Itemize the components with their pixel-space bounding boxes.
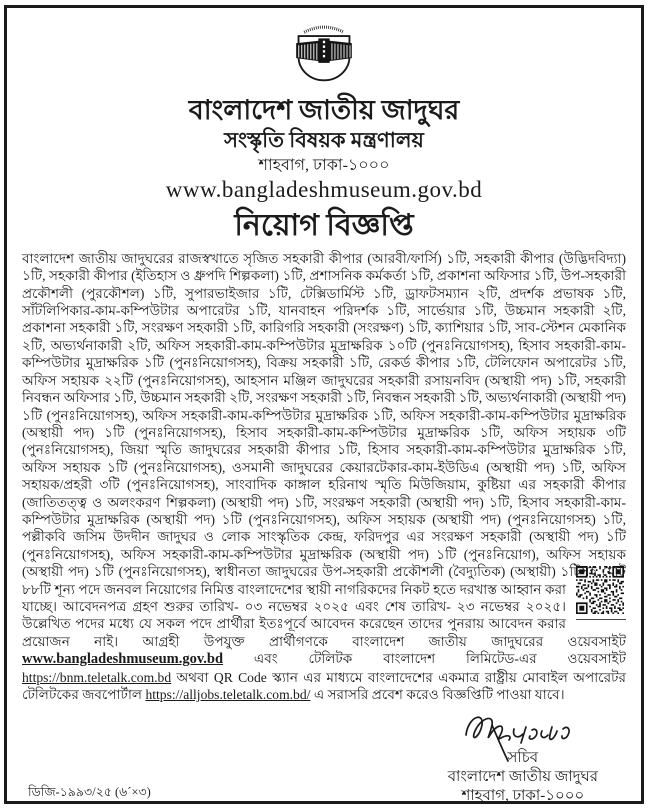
notice-title: নিয়োগ বিজ্ঞপ্তি (234, 208, 414, 242)
body-text-segment: বাংলাদেশ জাতীয় জাদুঘরের রাজস্বখাতে সৃজিত সহকারী কীপার (আরবী/ফার্সি) ১টি, সহকারী কীপার (উদ্ভিদবিদ্যা) ১টি, সহকারী কীপার (ইতিহাস ও ধ্রুপদি শিল্পকলা) ১টি, প্রশাসনিক কর্মকর্তা ১টি, প্রকাশনা অফিসার ১টি, উপ-সহকারী প্রকৌশলী (পুরকৌশল) ১টি, সুপারভাইজার ১টি, টেক্সিডার্মিস্ট ১টি, ড্রাফটসম্যান ২টি, প্রদর্শক প্রভাষক ১টি, সাঁটলিপিকার-কাম-কম্পিউটার অপারেটর ১টি, যানবাহন পরিদর্শক ১টি, সার্ভেয়ার ১টি, উচ্চমান সহকারী ২টি, প্রকাশনা সহকারী ১টি, সংরক্ষণ সহকারী ১টি, কারিগরি সহকারী (সংরক্ষণ) ১টি, ক্যাশিয়ার ১টি, সাব-স্টেশন মেকানিক ২টি, অভ্যর্থনাকারী ২টি, অফিস সহকারী-কাম-কম্পিউটার মুদ্রাক্ষরিক ১০টি (পুনঃনিয়োগসহ), হিসাব সহকারী-কাম-কম্পিউটার মুদ্রাক্ষরিক ১টি (পুনঃনিয়োগসহ), বিক্রয় সহকারী ১টি, রেকর্ড কীপার ১টি, টেলিফোন অপারেটর ১টি, অফিস সহায়ক ২২টি (পুনঃনিয়োগসহ), আহসান মঞ্জিল জাদুঘরের সহকারী রসায়নবিদ (অস্থায়ী পদ) ১টি, সহকারী নিবন্ধন অফিসার ১টি, উচ্চমান সহকারী ২টি, সংরক্ষণ সহকারী ১টি, নিবন্ধন সহকারী ১টি, অভ্যর্থনাকারী (অস্থায়ী পদ) ১টি (পুনঃনিয়োগসহ), অফিস সহকারী-কাম-কম্পিউটার মুদ্রাক্ষরিক ১টি, অফিস সহকারী-কাম-কম্পিউটার মুদ্রাক্ষরিক (অস্থায়ী পদ) ১টি (পুনঃনিয়োগসহ), হিসাব সহকারী-কাম-কম্পিউটার মুদ্রাক্ষরিক ১টি, অফিস সহায়ক ৩টি (পুনঃনিয়োগসহ), জিয়া স্মৃতি জাদুঘরের সহকারী কীপার ১টি, হিসাব সহকারী-কাম-কম্পিউটার মুদ্রাক্ষরিক ১টি, অফিস সহায়ক ১টি (পুনঃনিয়োগসহ), ওসমানী জাদুঘরের কেয়ারটেকার-কাম-ইউডিএ (অস্থায়ী পদ) ১টি, অফিস সহায়ক/প্রহরী ৩টি (পুনঃনিয়োগসহ), সাংবাদিক কাঙ্গাল হরিনাথ স্মৃতি মিউজিয়াম, কুষ্টিয়া এর সহকারী কীপার (জাতিতত্ত্ব ও অলংকরণ শিল্পকলা) (অস্থায়ী পদ) ১টি, সংরক্ষণ সহকারী (অস্থায়ী পদ) ১টি, হিসাব সহকারী-কাম-কম্পিউটার মুদ্রাক্ষরিক (অস্থায়ী পদ) ১টি (পুনঃনিয়োগসহ), অফিস সহায়ক (অস্থায়ী পদ) (পুনঃনিয়োগসহ) ১টি, পল্লীকবি জসিম উদদীন জাদুঘর ও লোক সাংস্কৃতিক কেন্দ্র, ফরিদপুর এর সংরক্ষণ সহকারী (অস্থায়ী পদ) ১টি (পুনঃনিয়োগসহ), অফিস সহকারী-কাম-কম্পিউটার মুদ্রাক্ষরিক (অস্থায়ী পদ) ১টি (পুনঃনিয়োগ), অফিস সহায়ক (অস্থায়ী পদ) ১টি (22, 250, 626, 580)
organization-address: শাহবাগ, ঢাকা-১০০০ (258, 157, 390, 175)
notice-body (22, 250, 626, 704)
body-text-segment: (পুনঃনিয়োগসহ), স্বাধীনতা জাদুঘরের উপ-সহকারী প্রকৌশলী (বৈদ্যুতিক) (অস্থায়ী) ১টিসহ মোট ৮৮টি শূন্য পদে জনবল নিয়োগের নিমিত্ত বাংলাদেশের স্থায়ী নাগরিকদের নিকট হতে দরখাস্ত আহ্বান করা যাচ্ছে। আবেদনপত্র গ্রহণ শুরুর তারিখ- ০৩ নভেম্বর ২০২৫ এবং শেষ তারিখ- ২৩ নভেম্বর ২০২৫। উল্লেখিত পদের মধ্যে যে সকল পদে প্রার্থীরা ইতঃপূর্বে আবেদন করেছেন তাদের পুনরায় আবেদন করার প্রয়োজন নাই। আগ্রহী উপযুক্ত প্রার্থীগণকে বাংলাদেশ জাতীয় জাদুঘরের ওয়েবসাইট (22, 564, 626, 649)
body-text-segment: এবং টেলিটক বাংলাদেশ লিমিটেড-এর ওয়েবসাইট (223, 651, 626, 667)
letterhead (22, 20, 626, 244)
museum-website-link[interactable]: www.bangladeshmuseum.gov.bd (22, 651, 224, 668)
alljobs-portal-link[interactable]: https://alljobs.teletalk.com.bd/ (145, 687, 311, 703)
ministry-name: সংস্কৃতি বিষয়ক মন্ত্রণালয় (224, 128, 424, 153)
signatory-organization: বাংলাদেশ জাতীয় জাদুঘর (447, 769, 598, 786)
teletalk-apply-link[interactable]: https://bnm.teletalk.com.bd (22, 669, 172, 685)
museum-emblem-icon (288, 20, 360, 91)
signature-block (448, 705, 598, 804)
body-text-segment: এ সরাসরি প্রবেশ করেও বিজ্ঞপ্তিটি পাওয়া যাবে। (310, 687, 565, 703)
recruitment-notice-page (4, 5, 644, 804)
print-reference: ডিজি-১৯৯৩/২৫ (৬´×৩) (28, 784, 151, 799)
organization-name: বাংলাদেশ জাতীয় জাদুঘর (188, 95, 460, 125)
organization-website: www.bangladeshmuseum.gov.bd (165, 177, 483, 203)
footer (22, 705, 626, 804)
signatory-title: সচিব (507, 750, 539, 767)
body-text-segment: অথবা QR Code স্ক্যান এর মাধ্যমে বাংলাদেশের একমাত্র রাষ্ট্রীয় মোবাইল অপারেটর টেলিটকের জবপোর্টাল (22, 669, 626, 703)
signatory-address: শাহবাগ, ঢাকা-১০০০ (461, 787, 585, 804)
